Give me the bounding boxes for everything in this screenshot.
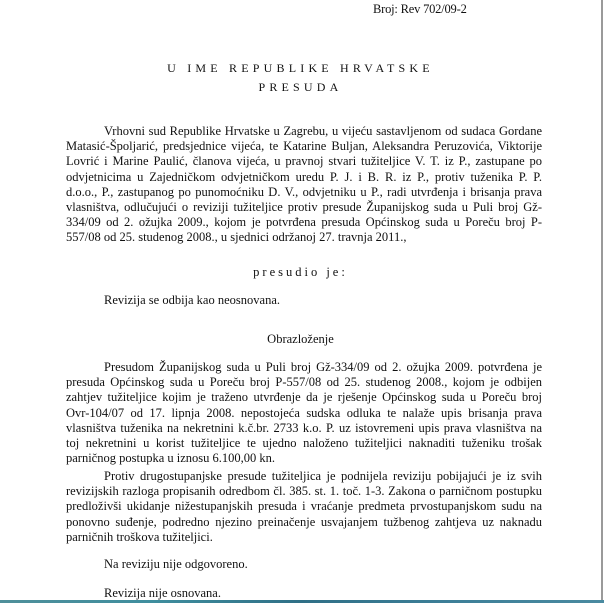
ruling-text: Revizija se odbija kao neosnovana. bbox=[104, 293, 280, 307]
intro-line: odvjetnicima u Zajedničkom odvjetničkom uredu P. J. i B. R. iz P., protiv tuženika P. P. bbox=[66, 169, 542, 184]
reasoning-line: parničnih troškova tužiteljici. bbox=[66, 529, 213, 544]
intro-line: d.o.o., P., zastupanog po punomoćniku D. V., odvjetniku u P., radi utvrđenja i brisanja prava bbox=[66, 184, 542, 199]
intro-paragraph bbox=[66, 124, 542, 246]
reasoning-line: zahtjev tužiteljice kojim je traženo utvrđenje da je rješenje Općinskog suda u Poreču broj bbox=[66, 390, 542, 405]
reasoning-line: vlasništva tuženika na nekretnini k.č.br. 2733 k.o. P. uz istovremeni upis prava vlasništva na bbox=[66, 420, 542, 435]
ruling-heading: presudio je: bbox=[253, 265, 348, 279]
case-number: Broj: Rev 702/09-2 bbox=[373, 2, 467, 16]
intro-line: Matasić-Špoljarić, predsjednice vijeća, te Katarine Buljan, Aleksandra Peruzovića, Viktorije bbox=[66, 139, 542, 154]
reasoning-line: presuda Općinskog suda u Poreču broj P-557/08 od 25. studenog 2008., kojom je odbijen bbox=[66, 375, 542, 390]
intro-line: Vrhovni sud Republike Hrvatske u Zagrebu, u vijeću sastavljenom od sudaca Gordane bbox=[104, 124, 542, 138]
reasoning-line: toj nekretnini u korist tužiteljice te ujedno naloženo tužiteljici naknaditi tuženiku trošak bbox=[66, 436, 542, 451]
reasoning-heading: Obrazloženje bbox=[267, 332, 334, 346]
reasoning-line: ponovno suđenje, podredno njezino preinačenje usvajanjem tužbenog zahtjeva uz naknadu bbox=[66, 514, 542, 529]
unfounded-text: Revizija nije osnovana. bbox=[104, 586, 221, 600]
reasoning-paragraph-1 bbox=[66, 360, 542, 466]
intro-line: vlasništva, odlučujući o reviziji tužiteljice protiv presude Županijskog suda u Puli broj Gž- bbox=[66, 200, 542, 215]
reasoning-line: parničnog postupka u iznosu 6.100,00 kn. bbox=[66, 451, 276, 466]
no-response-text: Na reviziju nije odgovoreno. bbox=[104, 557, 248, 571]
reasoning-line: predloživši ukidanje nižestupanjskih presuda i vraćanje predmeta prvostupanjskom sudu na bbox=[66, 499, 542, 514]
intro-line: Lovrić i Marine Paulić, članova vijeća, u pravnoj stvari tužiteljice V. T. iz P., zastupane po bbox=[66, 154, 542, 169]
heading-republic: U IME REPUBLIKE HRVATSKE bbox=[167, 61, 434, 75]
heading-judgment: PRESUDA bbox=[258, 80, 343, 94]
reasoning-paragraph-2 bbox=[66, 469, 542, 545]
reasoning-line: revizijskih razloga propisanih odredbom čl. 385. st. 1. toč. 1-3. Zakona o parničnom postupku bbox=[66, 484, 542, 499]
intro-line: 557/08 od 25. studenog 2008., u sjednici održanoj 27. travnja 2011., bbox=[66, 230, 407, 245]
reasoning-line: Presudom Županijskog suda u Puli broj Gž-334/09 od 2. ožujka 2009. potvrđena je bbox=[104, 360, 542, 374]
reasoning-line: Protiv drugostupanjske presude tužiteljica je podnijela reviziju pobijajući je iz svih bbox=[104, 469, 542, 483]
reasoning-line: Ovr-104/07 od 17. lipnja 2008. nepostojeća sudska odluka te nalaže upis brisanja prava bbox=[66, 405, 542, 420]
intro-line: 334/09 od 2. ožujka 2009., kojom je potvrđena presuda Općinskog suda u Poreču broj P- bbox=[66, 215, 542, 230]
